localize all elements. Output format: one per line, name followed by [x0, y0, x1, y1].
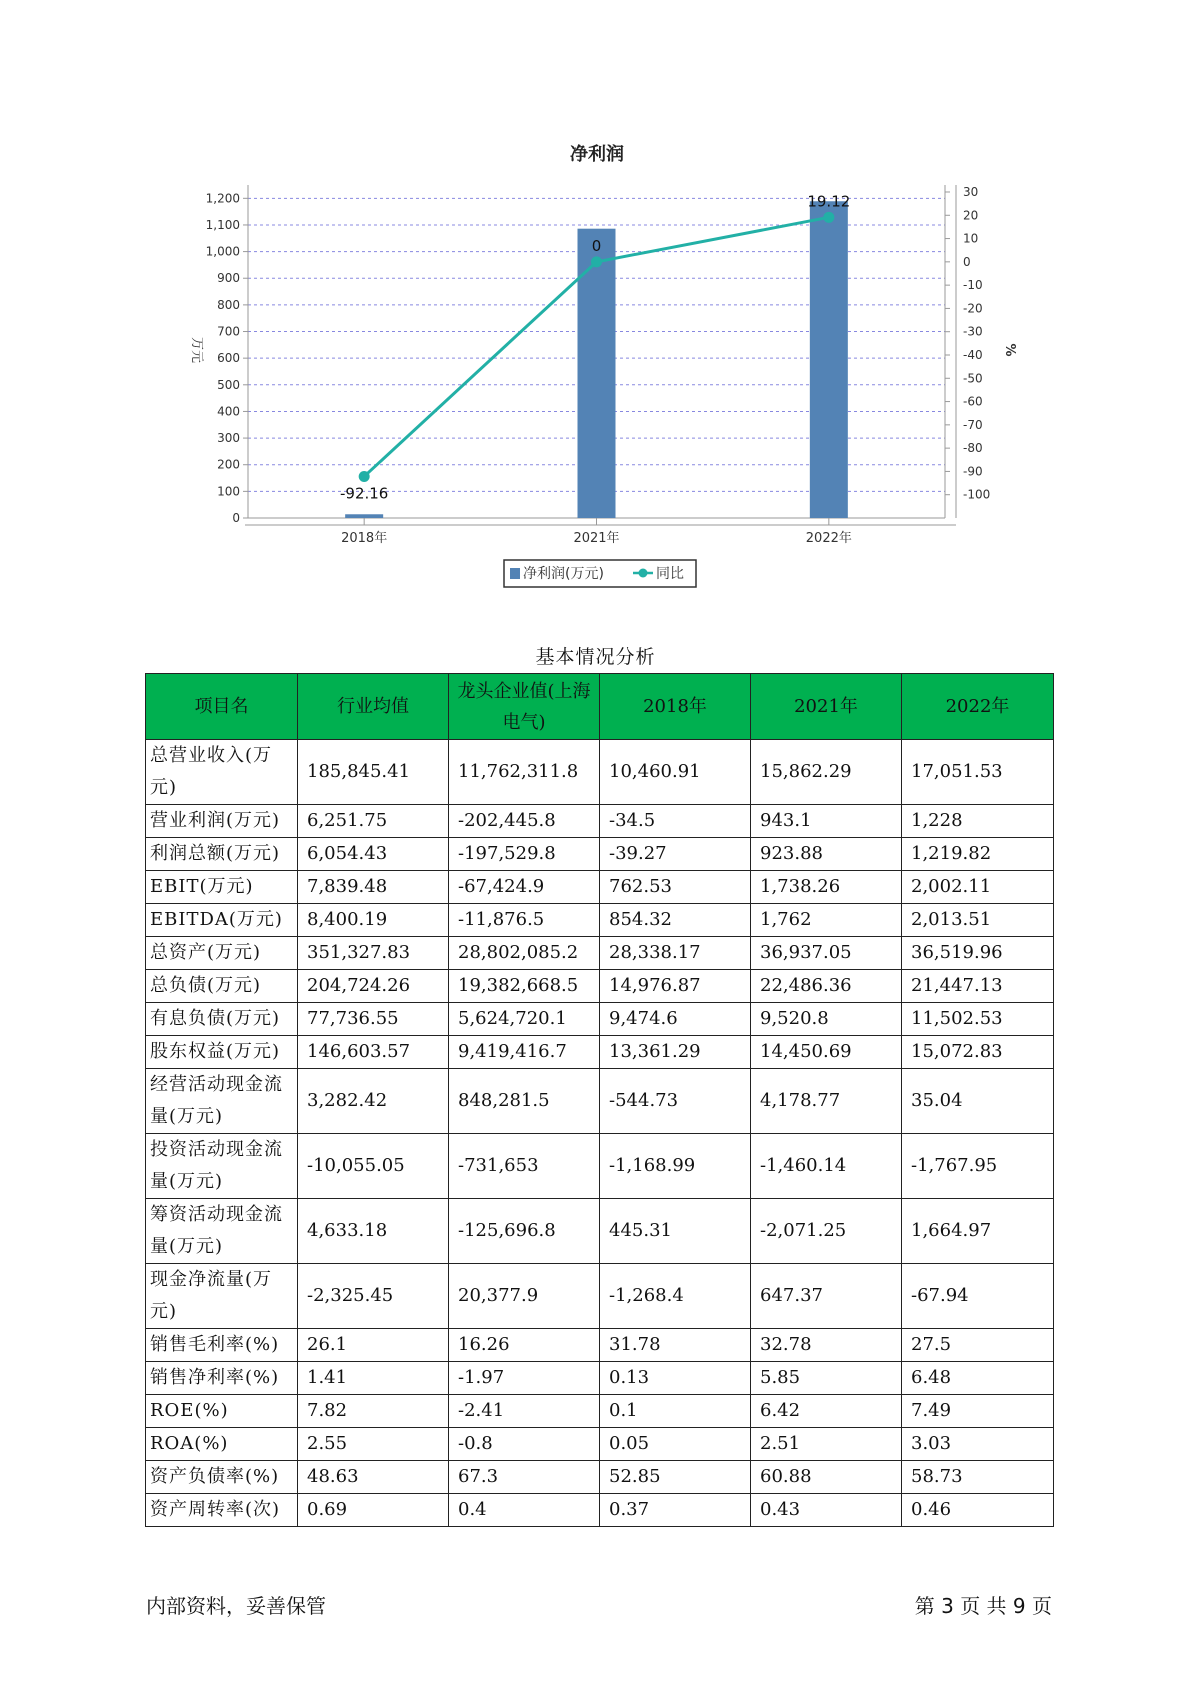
- value-cell: 26.1: [298, 1329, 449, 1362]
- value-cell: -67.94: [902, 1264, 1054, 1329]
- right-axis-tick-label: -80: [963, 441, 983, 456]
- table-row: [146, 871, 1054, 904]
- value-cell: 22,486.36: [751, 970, 902, 1003]
- header-cell: 2022年: [902, 674, 1054, 740]
- left-axis-tick-label: 100: [217, 484, 240, 499]
- right-axis-tick-label: -10: [963, 278, 983, 293]
- value-cell: -1,268.4: [600, 1264, 751, 1329]
- value-cell: 4,633.18: [298, 1199, 449, 1264]
- value-cell: 27.5: [902, 1329, 1054, 1362]
- value-cell: 5.85: [751, 1362, 902, 1395]
- row-label-cell: ROE(%): [146, 1395, 298, 1428]
- value-cell: 15,072.83: [902, 1036, 1054, 1069]
- row-label-cell: 营业利润(万元): [146, 805, 298, 838]
- legend-bar-label: 净利润(万元): [523, 566, 604, 582]
- value-cell: 146,603.57: [298, 1036, 449, 1069]
- value-cell: 185,845.41: [298, 740, 449, 805]
- row-label-cell: 销售净利率(%): [146, 1362, 298, 1395]
- value-cell: 5,624,720.1: [449, 1003, 600, 1036]
- value-cell: -202,445.8: [449, 805, 600, 838]
- right-axis-tick-label: -20: [963, 301, 983, 316]
- table-row: [146, 740, 1054, 805]
- value-cell: 7.49: [902, 1395, 1054, 1428]
- value-cell: 1,738.26: [751, 871, 902, 904]
- right-axis-tick-label: -90: [963, 464, 983, 479]
- left-axis-tick-label: 0: [232, 511, 240, 525]
- value-cell: 58.73: [902, 1461, 1054, 1494]
- value-cell: 11,762,311.8: [449, 740, 600, 805]
- row-label-cell: 经营活动现金流量(万元): [146, 1069, 298, 1134]
- value-cell: 10,460.91: [600, 740, 751, 805]
- value-cell: 32.78: [751, 1329, 902, 1362]
- header-cell: 2018年: [600, 674, 751, 740]
- table-row: [146, 1395, 1054, 1428]
- value-cell: 1,228: [902, 805, 1054, 838]
- value-cell: 0.4: [449, 1494, 600, 1527]
- row-label-cell: ROA(%): [146, 1428, 298, 1461]
- value-cell: 11,502.53: [902, 1003, 1054, 1036]
- row-label-cell: 资产周转率(次): [146, 1494, 298, 1527]
- value-cell: 2,002.11: [902, 871, 1054, 904]
- row-label-cell: 股东权益(万元): [146, 1036, 298, 1069]
- x-axis-tick-label: 2022年: [805, 531, 852, 546]
- table-body: [146, 740, 1054, 1527]
- value-cell: 2.55: [298, 1428, 449, 1461]
- yoy-data-label: -92.16: [339, 484, 389, 503]
- table-row: [146, 1428, 1054, 1461]
- value-cell: 854.32: [600, 904, 751, 937]
- value-cell: 0.13: [600, 1362, 751, 1395]
- x-axis-tick-label: 2018年: [341, 531, 388, 546]
- table-row: [146, 838, 1054, 871]
- value-cell: 14,976.87: [600, 970, 751, 1003]
- table-row: [146, 1036, 1054, 1069]
- confidential-note: 内部资料，妥善保管: [146, 1594, 326, 1618]
- value-cell: 9,419,416.7: [449, 1036, 600, 1069]
- value-cell: 0.05: [600, 1428, 751, 1461]
- value-cell: -544.73: [600, 1069, 751, 1134]
- value-cell: 1,664.97: [902, 1199, 1054, 1264]
- value-cell: 7,839.48: [298, 871, 449, 904]
- table-row: [146, 904, 1054, 937]
- header-cell: 龙头企业值(上海电气): [449, 674, 600, 740]
- value-cell: -67,424.9: [449, 871, 600, 904]
- left-axis-tick-label: 400: [217, 404, 240, 419]
- row-label-cell: 资产负债率(%): [146, 1461, 298, 1494]
- value-cell: 28,802,085.2: [449, 937, 600, 970]
- right-axis-tick-label: 20: [963, 208, 979, 223]
- bar-2021年: [578, 229, 616, 518]
- value-cell: 0.46: [902, 1494, 1054, 1527]
- table-row: [146, 1134, 1054, 1199]
- value-cell: 204,724.26: [298, 970, 449, 1003]
- table-row: [146, 1069, 1054, 1134]
- value-cell: 21,447.13: [902, 970, 1054, 1003]
- value-cell: 6,251.75: [298, 805, 449, 838]
- value-cell: 0.43: [751, 1494, 902, 1527]
- value-cell: 3,282.42: [298, 1069, 449, 1134]
- value-cell: -1,767.95: [902, 1134, 1054, 1199]
- left-axis-tick-label: 500: [217, 377, 240, 392]
- row-label-cell: EBIT(万元): [146, 871, 298, 904]
- left-axis-tick-label: 600: [217, 351, 240, 366]
- right-axis-tick-label: -40: [963, 347, 983, 362]
- yoy-point: [359, 471, 370, 482]
- value-cell: 6,054.43: [298, 838, 449, 871]
- value-cell: 28,338.17: [600, 937, 751, 970]
- yoy-point: [591, 256, 602, 267]
- value-cell: 943.1: [751, 805, 902, 838]
- row-label-cell: 有息负债(万元): [146, 1003, 298, 1036]
- left-axis-tick-label: 800: [217, 297, 240, 312]
- value-cell: 20,377.9: [449, 1264, 600, 1329]
- bar-2022年: [810, 201, 848, 518]
- row-label-cell: 利润总额(万元): [146, 838, 298, 871]
- left-axis-tick-label: 1,200: [205, 191, 240, 206]
- value-cell: 19,382,668.5: [449, 970, 600, 1003]
- row-label-cell: 投资活动现金流量(万元): [146, 1134, 298, 1199]
- value-cell: 77,736.55: [298, 1003, 449, 1036]
- legend-bar-swatch: [510, 568, 520, 579]
- value-cell: 8,400.19: [298, 904, 449, 937]
- value-cell: 35.04: [902, 1069, 1054, 1134]
- right-axis-tick-label: 0: [963, 254, 971, 269]
- left-axis-tick-label: 1,100: [205, 217, 240, 232]
- table-row: [146, 1329, 1054, 1362]
- left-axis-label: 万元: [189, 336, 204, 364]
- value-cell: 9,474.6: [600, 1003, 751, 1036]
- right-axis-tick-label: -100: [963, 487, 991, 502]
- header-cell: 2021年: [751, 674, 902, 740]
- value-cell: -10,055.05: [298, 1134, 449, 1199]
- value-cell: 351,327.83: [298, 937, 449, 970]
- value-cell: 60.88: [751, 1461, 902, 1494]
- net-profit-chart: [0, 0, 1191, 620]
- header-cell: 项目名: [146, 674, 298, 740]
- value-cell: -2.41: [449, 1395, 600, 1428]
- left-axis-tick-label: 1,000: [205, 244, 240, 259]
- table-row: [146, 970, 1054, 1003]
- left-axis-tick-label: 300: [217, 431, 240, 446]
- value-cell: 67.3: [449, 1461, 600, 1494]
- value-cell: -731,653: [449, 1134, 600, 1199]
- right-axis-tick-label: -70: [963, 417, 983, 432]
- value-cell: 1.41: [298, 1362, 449, 1395]
- value-cell: 4,178.77: [751, 1069, 902, 1134]
- yoy-point: [823, 212, 834, 223]
- row-label-cell: 销售毛利率(%): [146, 1329, 298, 1362]
- yoy-data-label: 19.12: [807, 192, 851, 211]
- value-cell: 0.37: [600, 1494, 751, 1527]
- table-row: [146, 1461, 1054, 1494]
- value-cell: -1,460.14: [751, 1134, 902, 1199]
- value-cell: 6.42: [751, 1395, 902, 1428]
- table-row: [146, 1494, 1054, 1527]
- x-axis-tick-label: 2021年: [573, 531, 620, 546]
- legend-line-marker: [639, 569, 648, 578]
- value-cell: 2,013.51: [902, 904, 1054, 937]
- value-cell: 31.78: [600, 1329, 751, 1362]
- table-row: [146, 1264, 1054, 1329]
- value-cell: -2,325.45: [298, 1264, 449, 1329]
- row-label-cell: EBITDA(万元): [146, 904, 298, 937]
- table-row: [146, 805, 1054, 838]
- value-cell: 848,281.5: [449, 1069, 600, 1134]
- right-axis-tick-label: -30: [963, 324, 983, 339]
- value-cell: 923.88: [751, 838, 902, 871]
- value-cell: -2,071.25: [751, 1199, 902, 1264]
- value-cell: 15,862.29: [751, 740, 902, 805]
- value-cell: -0.8: [449, 1428, 600, 1461]
- value-cell: 7.82: [298, 1395, 449, 1428]
- value-cell: 445.31: [600, 1199, 751, 1264]
- row-label-cell: 总营业收入(万元): [146, 740, 298, 805]
- row-label-cell: 总资产(万元): [146, 937, 298, 970]
- value-cell: 14,450.69: [751, 1036, 902, 1069]
- value-cell: 0.1: [600, 1395, 751, 1428]
- value-cell: 762.53: [600, 871, 751, 904]
- value-cell: -1,168.99: [600, 1134, 751, 1199]
- legend-line-label: 同比: [656, 566, 684, 582]
- basic-analysis-table: [145, 673, 1054, 1527]
- value-cell: -125,696.8: [449, 1199, 600, 1264]
- table-title: 基本情况分析: [535, 646, 656, 668]
- chart-title: 净利润: [570, 144, 624, 165]
- table-row: [146, 1362, 1054, 1395]
- value-cell: 9,520.8: [751, 1003, 902, 1036]
- value-cell: -1.97: [449, 1362, 600, 1395]
- left-axis-tick-label: 200: [217, 457, 240, 472]
- value-cell: 2.51: [751, 1428, 902, 1461]
- bar-2018年: [345, 514, 383, 518]
- value-cell: 6.48: [902, 1362, 1054, 1395]
- row-label-cell: 现金净流量(万元): [146, 1264, 298, 1329]
- table-row: [146, 1003, 1054, 1036]
- value-cell: 3.03: [902, 1428, 1054, 1461]
- right-axis-tick-label: 10: [963, 231, 979, 246]
- value-cell: 52.85: [600, 1461, 751, 1494]
- right-axis-label: %: [1002, 343, 1017, 357]
- right-axis-tick-label: -60: [963, 394, 983, 409]
- value-cell: 13,361.29: [600, 1036, 751, 1069]
- value-cell: 48.63: [298, 1461, 449, 1494]
- row-label-cell: 筹资活动现金流量(万元): [146, 1199, 298, 1264]
- value-cell: -39.27: [600, 838, 751, 871]
- table-row: [146, 1199, 1054, 1264]
- value-cell: -11,876.5: [449, 904, 600, 937]
- table-header-row: [146, 674, 1054, 740]
- yoy-data-label: 0: [591, 236, 602, 255]
- page-number: 第 3 页 共 9 页: [914, 1594, 1052, 1618]
- value-cell: 0.69: [298, 1494, 449, 1527]
- left-axis-tick-label: 900: [217, 271, 240, 286]
- value-cell: 36,937.05: [751, 937, 902, 970]
- table-row: [146, 937, 1054, 970]
- chart-canvas: [0, 0, 1191, 620]
- right-axis-tick-label: -50: [963, 371, 983, 386]
- row-label-cell: 总负债(万元): [146, 970, 298, 1003]
- left-axis-tick-label: 700: [217, 324, 240, 339]
- value-cell: 36,519.96: [902, 937, 1054, 970]
- value-cell: 17,051.53: [902, 740, 1054, 805]
- value-cell: -197,529.8: [449, 838, 600, 871]
- right-axis-tick-label: 30: [963, 184, 979, 199]
- value-cell: 1,762: [751, 904, 902, 937]
- value-cell: -34.5: [600, 805, 751, 838]
- value-cell: 1,219.82: [902, 838, 1054, 871]
- header-cell: 行业均值: [298, 674, 449, 740]
- value-cell: 647.37: [751, 1264, 902, 1329]
- value-cell: 16.26: [449, 1329, 600, 1362]
